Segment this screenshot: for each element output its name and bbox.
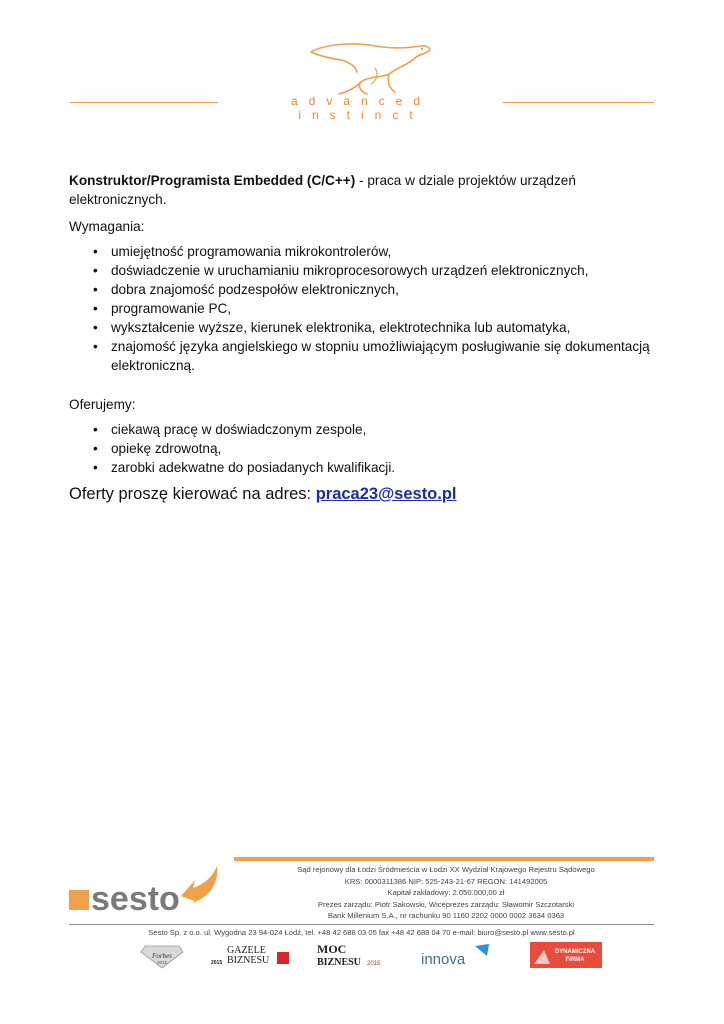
list-item: • znajomość języka angielskiego w stopniu umożliwiającym posługiwanie się dokumentacją elektroniczną. [93,337,669,375]
list-item: • ciekawą pracę w doświadczonym zespole, [93,420,669,439]
innova-badge [419,940,494,970]
svg-text:DYNAMICZNA: DYNAMICZNA [554,949,596,955]
list-item: • dobra znajomość podzespołów elektronicznych, [93,280,669,299]
offer-list [69,420,669,477]
dynamiczna-firma-badge [530,940,602,970]
requirements-heading: Wymagania: [69,219,145,234]
contact-paragraph [69,485,669,504]
svg-text:Forbes: Forbes [152,952,172,960]
list-item: • opiekę zdrowotną, [93,439,669,458]
svg-text:2015: 2015 [211,960,223,966]
footer-accent-rule [234,857,654,861]
tagline-rule-right [503,102,654,103]
registry-line: Kapitał zakładowy: 2.050.000,00 zł [387,888,505,898]
job-title-description: - praca w dziale projektów urządzeń elektronicznych. [69,173,576,207]
company-contact-line: Sesto Sp. z o.o. ul. Wygodna 23 94-024 Łódź, tel. +48 42 688 03 05 fax +48 42 688 04 70 e-mail: biuro@sesto.pl www.sesto.pl [148,928,575,937]
contact-prefix: Oferty proszę kierować na adres: [69,485,316,503]
tagline-rule-left [70,102,218,103]
list-item: • doświadczenie w uruchamianiu mikroprocesorowych urządzeń elektronicznych, [93,261,669,280]
svg-text:MOC: MOC [317,942,347,956]
svg-text:BIZNESU: BIZNESU [227,955,270,966]
footer-divider [69,924,654,925]
list-item: • umiejętność programowania mikrokontrolerów, [93,242,669,261]
sesto-logo [69,860,229,920]
registry-line: KRS: 0000311386 NIP: 525-243-21-67 REGON: 141492005 [344,876,548,886]
moc-w-biznesie-badge [309,940,387,970]
sesto-logo-text: sesto [91,880,180,918]
award-badges [69,940,654,972]
job-offer-content [69,171,669,504]
page-header [0,0,724,130]
registry-line: Sąd rejonowy dla Łodzi Śródmieścia w Łodzi XX Wydział Krajowego Rejestru Sądowego [297,865,595,874]
svg-text:innova: innova [421,951,466,968]
company-tagline: advanced instinct [290,94,432,122]
job-title: Konstruktor/Programista Embedded (C/C++) [69,173,356,188]
registry-line: Bank Millenium S.A., nr rachunku 90 1160 2202 0000 0002 3634 0363 [327,911,565,921]
requirements-list [69,242,669,375]
svg-text:FIRMA: FIRMA [565,957,585,963]
job-title-paragraph [69,171,669,209]
forbes-diamond-badge [137,940,187,970]
list-item: • wykształcenie wyższe, kierunek elektronika, elektrotechnika lub automatyka, [93,318,669,337]
gazele-biznesu-badge [209,940,291,970]
svg-text:BIZNESU: BIZNESU [317,957,361,968]
company-registry-info [236,864,656,922]
offer-heading: Oferujemy: [69,397,136,412]
registry-line: Prezes zarządu: Piotr Sakowski, Wiceprezes zarządu: Sławomir Szczotarski [317,899,575,909]
list-item: • zarobki adekwatne do posiadanych kwalifikacji. [93,458,669,477]
svg-text:GAZELE: GAZELE [227,945,266,956]
list-item: • programowanie PC, [93,299,669,318]
contact-email-link[interactable]: praca23@sesto.pl [315,485,457,503]
svg-text:2016: 2016 [156,960,168,965]
advanced-instinct-cat-logo [305,38,435,98]
svg-text:2015: 2015 [367,961,381,967]
